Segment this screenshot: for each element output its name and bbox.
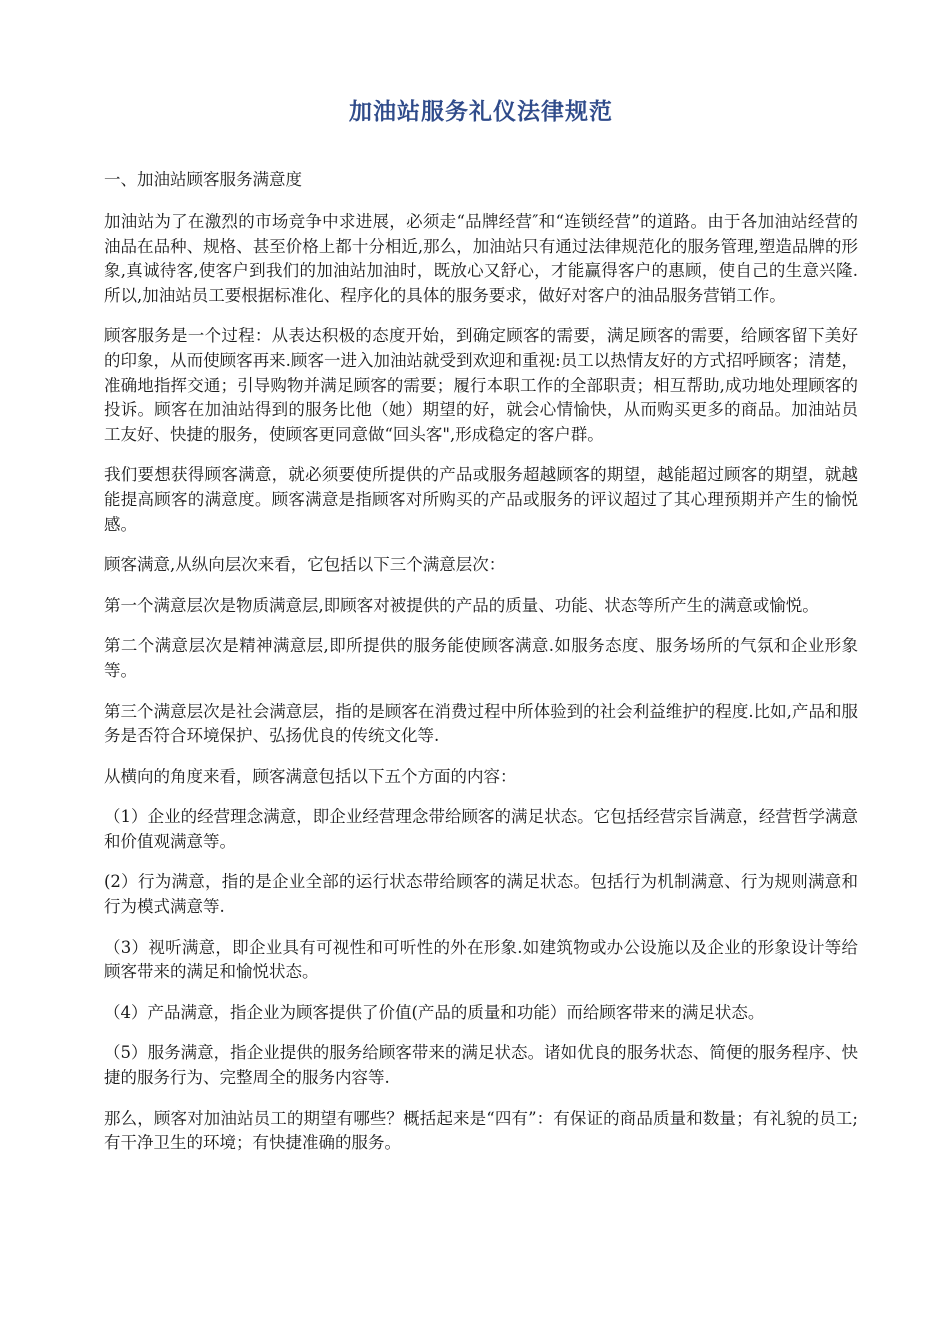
document-title: 加油站服务礼仪法律规范	[349, 99, 613, 125]
paragraph: 顾客满意,从纵向层次来看，它包括以下三个满意层次：	[104, 555, 506, 575]
paragraph: 那么，顾客对加油站员工的期望有哪些？概括起来是“四有”：有保证的商品质量和数量；有礼貌的员工;有干净卫生的环境；有快捷准确的服务。	[104, 1108, 858, 1153]
list-item: （5）服务满意，指企业提供的服务给顾客带来的满足状态。诸如优良的服务状态、简便的服务程序、快捷的服务行为、完整周全的服务内容等.	[104, 1043, 858, 1088]
section-heading: 一、加油站顾客服务满意度	[104, 170, 302, 189]
list-item: （3）视听满意，即企业具有可视性和可听性的外在形象.如建筑物或办公设施以及企业的形象设计等给顾客带来的满足和愉悦状态。	[104, 937, 858, 982]
paragraph: 第二个满意层次是精神满意层,即所提供的服务能使顾客满意.如服务态度、服务场所的气氛和企业形象等。	[104, 636, 858, 680]
paragraph: 从横向的角度来看，顾客满意包括以下五个方面的内容：	[104, 766, 517, 786]
paragraph: 第一个满意层次是物质满意层,即顾客对被提供的产品的质量、功能、状态等所产生的满意或愉悦。	[104, 595, 819, 615]
list-item: （1）企业的经营理念满意，即企业经营理念带给顾客的满足状态。它包括经营宗旨满意，经营哲学满意和价值观满意等。	[104, 807, 858, 851]
list-item: (2）行为满意，指的是企业全部的运行状态带给顾客的满足状态。包括行为机制满意、行为规则满意和行为模式满意等.	[104, 872, 858, 917]
paragraph: 第三个满意层次是社会满意层，指的是顾客在消费过程中所体验到的社会利益维护的程度.比如,产品和服务是否符合环境保护、弘扬优良的传统文化等.	[104, 701, 858, 746]
list-item: （4）产品满意，指企业为顾客提供了价值(产品的质量和功能）而给顾客带来的满足状态。	[104, 1002, 765, 1022]
paragraph: 顾客服务是一个过程：从表达积极的态度开始，到确定顾客的需要，满足顾客的需要，给顾客留下美好的印象，从而使顾客再来.顾客一进入加油站就受到欢迎和重视:员工以热情友好的方式招呼顾客；清楚，准确地指挥交通；引导购物并满足顾客的需要；履行本职工作的全部职责；相互帮助,成功地处理顾客的投诉。顾客在加油站得到的服务比他（她）期望的好，就会心情愉快，从而购买更多的商品。加油站员工友好、快捷的服务，使顾客更同意做“回头客",形成稳定的客户群。	[104, 326, 858, 444]
paragraph: 我们要想获得顾客满意，就必须要使所提供的产品或服务超越顾客的期望，越能超过顾客的期望，就越能提高顾客的满意度。顾客满意是指顾客对所购买的产品或服务的评议超过了其心理预期并产生的愉悦感。	[104, 465, 858, 534]
document-page	[104, 93, 858, 1172]
paragraph: 加油站为了在激烈的市场竞争中求进展，必须走“品牌经营″和“连锁经营”的道路。由于各加油站经营的油品在品种、规格、甚至价格上都十分相近,那么，加油站只有通过法律规范化的服务管理,塑造品牌的形象,真诚待客,使客户到我们的加油站加油时，既放心又舒心，才能赢得客户的惠顾，使自己的生意兴隆.所以,加油站员工要根据标准化、程序化的具体的服务要求，做好对客户的油品服务营销工作。	[104, 212, 858, 305]
